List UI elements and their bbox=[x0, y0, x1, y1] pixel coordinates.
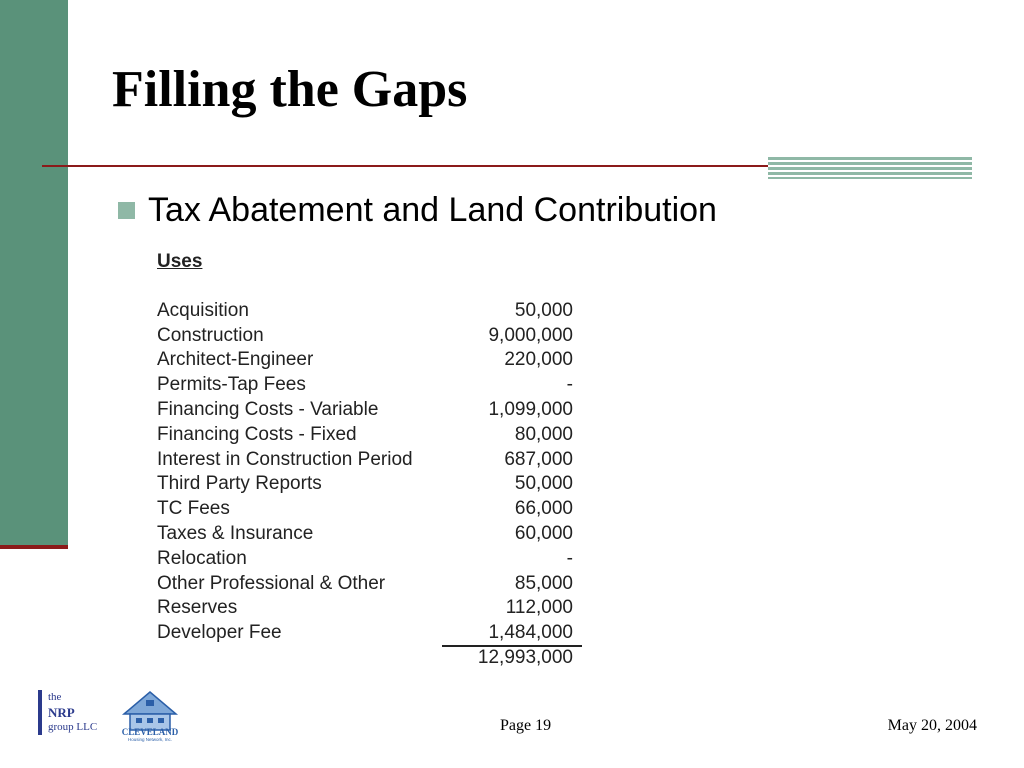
nrp-logo-line3: group LLC bbox=[48, 721, 98, 733]
left-accent-bar-edge bbox=[0, 545, 68, 549]
uses-row bbox=[157, 324, 582, 349]
slide-title: Filling the Gaps bbox=[112, 61, 468, 118]
uses-row-value: 50,000 bbox=[514, 473, 573, 495]
uses-heading: Uses bbox=[157, 251, 203, 272]
uses-row bbox=[157, 497, 582, 522]
nrp-logo-line1: the bbox=[48, 691, 62, 703]
uses-row bbox=[157, 423, 582, 448]
uses-row-value: 220,000 bbox=[504, 349, 573, 371]
uses-row-value: 50,000 bbox=[514, 299, 573, 321]
uses-row-label: Taxes & Insurance bbox=[157, 522, 314, 544]
uses-row-value: 60,000 bbox=[514, 522, 573, 544]
footer-date: May 20, 2004 bbox=[887, 717, 977, 734]
uses-row-value: - bbox=[566, 374, 573, 396]
uses-table bbox=[157, 250, 582, 671]
uses-row bbox=[157, 572, 582, 597]
uses-row-value: 9,000,000 bbox=[488, 324, 573, 346]
left-accent-bar bbox=[0, 0, 68, 548]
uses-row-value: - bbox=[566, 547, 573, 569]
uses-total-value: 12,993,000 bbox=[477, 646, 573, 668]
uses-row-value: 85,000 bbox=[514, 572, 573, 594]
total-rule bbox=[442, 645, 582, 647]
uses-row bbox=[157, 448, 582, 473]
house-logo-name: CLEVELAND bbox=[121, 727, 179, 737]
uses-rows bbox=[157, 299, 582, 646]
uses-row-label: Acquisition bbox=[157, 299, 249, 321]
uses-row bbox=[157, 348, 582, 373]
uses-row bbox=[157, 547, 582, 572]
uses-row-label: Financing Costs - Variable bbox=[157, 398, 379, 420]
nrp-logo-bar bbox=[38, 690, 42, 735]
nrp-logo-line2: NRP bbox=[48, 705, 75, 720]
uses-row-label: Architect-Engineer bbox=[157, 349, 314, 371]
bullet-square-icon bbox=[118, 202, 135, 219]
uses-row-label: Interest in Construction Period bbox=[157, 448, 413, 470]
page-number: Page 19 bbox=[500, 717, 552, 734]
uses-row-label: Third Party Reports bbox=[157, 473, 322, 495]
uses-row-value: 112,000 bbox=[505, 597, 573, 619]
uses-row-value: 1,484,000 bbox=[488, 622, 573, 644]
uses-row bbox=[157, 373, 582, 398]
uses-row-value: 66,000 bbox=[514, 498, 573, 520]
uses-row-label: Permits-Tap Fees bbox=[157, 374, 306, 396]
uses-row-value: 1,099,000 bbox=[488, 398, 573, 420]
uses-row-label: Construction bbox=[157, 324, 264, 346]
uses-row-label: Developer Fee bbox=[157, 622, 282, 644]
house-icon bbox=[118, 688, 182, 742]
nrp-logo-text bbox=[48, 690, 97, 735]
uses-row-label: Reserves bbox=[157, 597, 238, 619]
uses-total-row bbox=[157, 646, 582, 671]
uses-row-value: 687,000 bbox=[504, 448, 573, 470]
uses-row-value: 80,000 bbox=[514, 423, 573, 445]
cleveland-housing-logo bbox=[118, 688, 182, 742]
uses-row-label: Other Professional & Other bbox=[157, 572, 386, 594]
house-logo-subtitle: Housing Network, Inc. bbox=[127, 737, 173, 742]
uses-row bbox=[157, 621, 582, 646]
uses-row-label: TC Fees bbox=[157, 498, 230, 520]
bullet-text: Tax Abatement and Land Contribution bbox=[148, 191, 717, 229]
bullet-item bbox=[118, 191, 717, 230]
uses-spacer bbox=[157, 274, 582, 299]
uses-row bbox=[157, 472, 582, 497]
uses-row bbox=[157, 398, 582, 423]
uses-row bbox=[157, 299, 582, 324]
accent-stripes bbox=[768, 157, 972, 179]
uses-row bbox=[157, 596, 582, 621]
uses-row bbox=[157, 522, 582, 547]
nrp-group-logo bbox=[38, 690, 97, 735]
uses-row-label: Financing Costs - Fixed bbox=[157, 423, 357, 445]
uses-row-label: Relocation bbox=[157, 547, 247, 569]
